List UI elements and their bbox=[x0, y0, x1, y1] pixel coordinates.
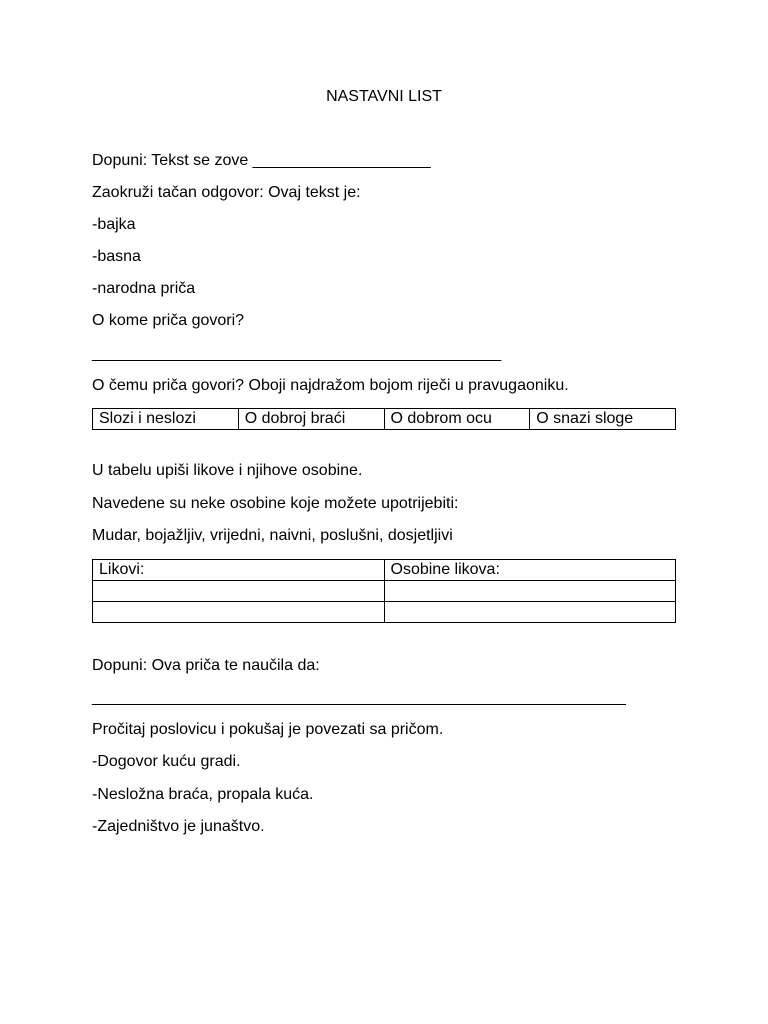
trait-cell[interactable] bbox=[384, 602, 676, 623]
proverb-item: -Dogovor kuću gradi. bbox=[92, 753, 241, 770]
theme-cell: O dobrom ocu bbox=[384, 409, 530, 430]
character-cell[interactable] bbox=[93, 602, 385, 623]
characters-header-row bbox=[93, 560, 676, 581]
fill-in-story-title: Dopuni: Tekst se zove ____________________ bbox=[92, 152, 431, 169]
header-characters: Likovi: bbox=[93, 560, 385, 581]
fill-in-lesson: Dopuni: Ova priča te naučila da: bbox=[92, 657, 320, 674]
table-instruction: U tabelu upiši likove i njihove osobine. bbox=[92, 462, 363, 479]
themes-row bbox=[93, 409, 676, 430]
proverb-instruction: Pročitaj poslovicu i pokušaj je povezati sa pričom. bbox=[92, 721, 444, 738]
characters-table bbox=[92, 559, 676, 623]
proverb-item: -Zajedništvo je junaštvo. bbox=[92, 818, 265, 835]
answer-line-lesson: ____________________________________________________________ bbox=[92, 689, 626, 706]
option-fable: -basna bbox=[92, 248, 141, 265]
circle-answer-instruction: Zaokruži tačan odgovor: Ovaj tekst je: bbox=[92, 184, 361, 201]
table-row bbox=[93, 602, 676, 623]
header-traits: Osobine likova: bbox=[384, 560, 676, 581]
answer-line-who: ______________________________________________ bbox=[92, 345, 502, 362]
traits-list: Mudar, bojažljiv, vrijedni, naivni, poslušni, dosjetljivi bbox=[92, 527, 453, 544]
theme-cell: O dobroj braći bbox=[238, 409, 384, 430]
theme-cell: O snazi sloge bbox=[530, 409, 676, 430]
table-row bbox=[93, 581, 676, 602]
option-folk-story: -narodna priča bbox=[92, 280, 196, 297]
page-title: NASTAVNI LIST bbox=[326, 88, 442, 105]
trait-cell[interactable] bbox=[384, 581, 676, 602]
question-who: O kome priča govori? bbox=[92, 312, 245, 329]
traits-intro: Navedene su neke osobine koje možete upotrijebiti: bbox=[92, 495, 459, 512]
character-cell[interactable] bbox=[93, 581, 385, 602]
option-fairy-tale: -bajka bbox=[92, 216, 136, 233]
proverb-item: -Nesložna braća, propala kuća. bbox=[92, 786, 314, 803]
theme-cell: Slozi i neslozi bbox=[93, 409, 239, 430]
question-what: O čemu priča govori? Oboji najdražom bojom riječi u pravugaoniku. bbox=[92, 377, 569, 394]
themes-table bbox=[92, 408, 676, 430]
